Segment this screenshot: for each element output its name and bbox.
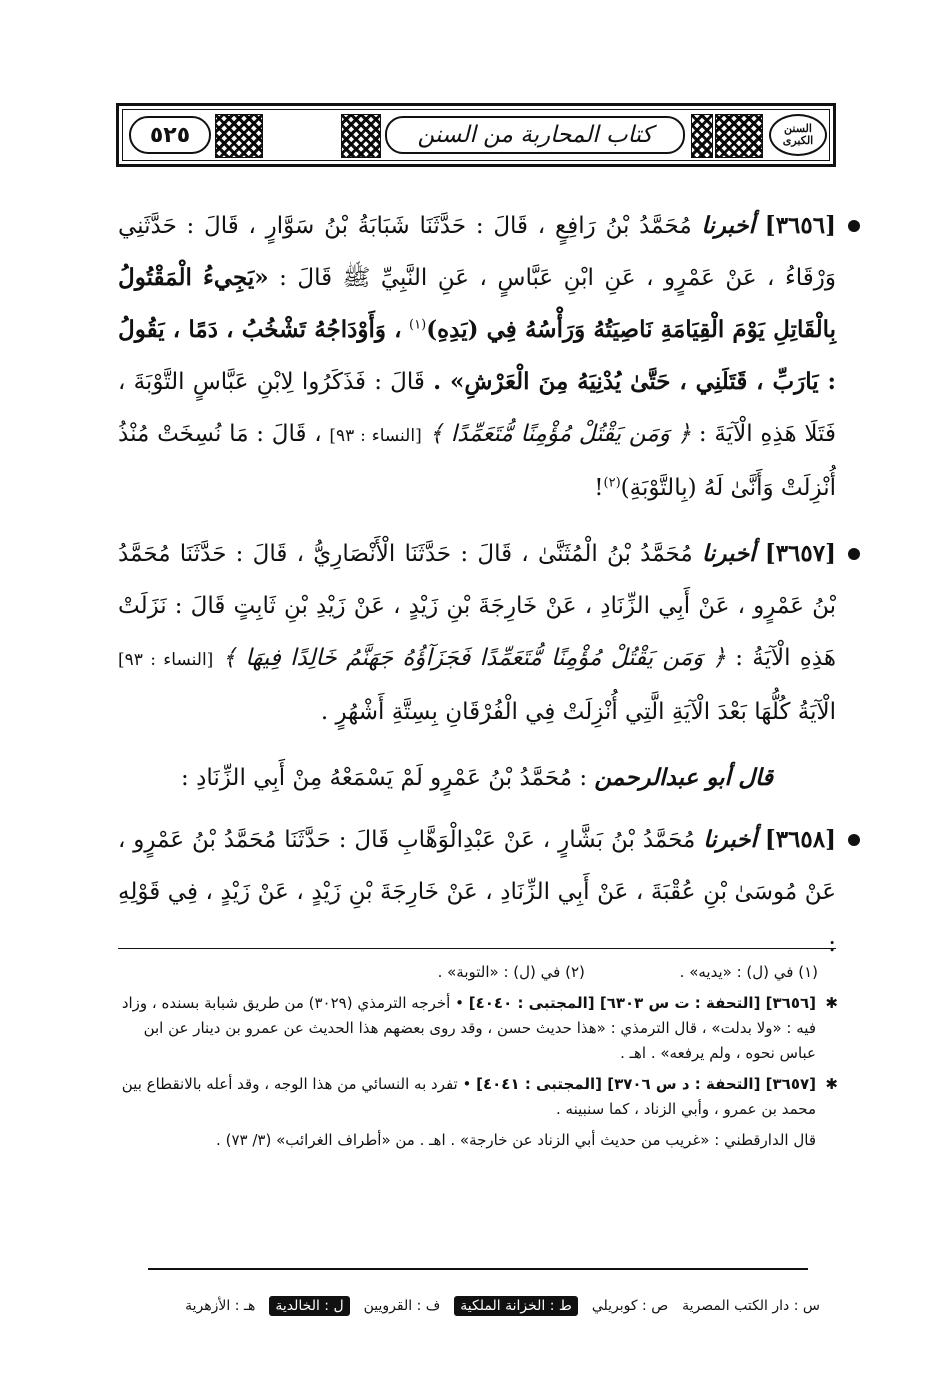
footnote-variants: [118, 960, 838, 985]
ornament-right-icon: [715, 114, 763, 158]
hadith-3658: [118, 814, 836, 970]
takhrij-3656: [118, 991, 838, 1066]
legend-item-s: س : دار الكتب المصرية: [682, 1298, 820, 1314]
takhrij-text: • تفرد به النسائي من هذا الوجه ، وقد أعله بالانقطاع بين محمد بن عمرو ، وأبي الزناد ، كما سنبينه .: [121, 1075, 816, 1118]
manuscript-legend: [140, 1296, 820, 1316]
matn-text: قَالَ : فَذَكَرُوا لِابْنِ عَبَّاسٍ التَّوْبَةَ ، فَتَلَا هَذِهِ الْآيَةَ :: [118, 369, 836, 447]
asterisk-icon: ✱: [825, 1075, 838, 1093]
legend-item-h: هـ : الأزهرية: [185, 1298, 256, 1314]
ornament-right-inner-icon: [691, 114, 713, 158]
page-number: ٥٢٥: [129, 116, 211, 154]
isnad-text: مُحَمَّدُ بْنُ الْمُثَنَّىٰ ، قَالَ : حَدَّثَنَا الْأَنْصَارِيُّ ، قَالَ : حَدَّثَنَا مُحَمَّدُ بْنُ عَمْرٍو ، عَنْ أَبِي الزِّنَادِ ، عَنْ خَارِجَةَ بْنِ زَيْدٍ ، عَنْ زَيْدِ بْنِ ثَابِتٍ قَالَ : نَزَلَتْ هَذِهِ الْآيَةُ :: [118, 541, 836, 671]
footnotes: [118, 960, 838, 1153]
akhbarana-label: أخبرنا: [701, 540, 756, 567]
author-note-text: : مُحَمَّدُ بْنُ عَمْرٍو لَمْ يَسْمَعْهُ مِنْ أَبِي الزِّنَادِ :: [181, 765, 588, 791]
legend-item-l: ل : الخالدية: [269, 1296, 349, 1316]
isnad-text: مُحَمَّدُ بْنُ بَشَّارٍ ، عَنْ عَبْدِالْوَهَّابِ قَالَ : حَدَّثَنَا مُحَمَّدُ بْنُ عَمْرٍو ، عَنْ مُوسَىٰ بْنِ عُقْبَةَ ، عَنْ أَبِي الزِّنَادِ ، عَنْ خَارِجَةَ بْنِ زَيْدٍ ، عَنْ زَيْدٍ ، فِي قَوْلِهِ :: [118, 827, 836, 957]
footnote-marker: (١): [409, 317, 427, 333]
takhrij-ref: [٣٦٥٧] [التحفة : د س ٣٧٠٦] [المجتبى : ٤٠٤١]: [476, 1075, 816, 1093]
matn-text: الْآيَةُ كُلُّهَا بَعْدَ الْآيَةِ الَّتِي أُنْزِلَتْ فِي الْفُرْقَانِ بِسِتَّةِ أَشْهُرٍ .: [320, 699, 836, 725]
book-title: كتاب المحاربة من السنن: [385, 116, 685, 154]
akhbarana-label: أخبرنا: [701, 212, 756, 239]
author-note: [118, 756, 836, 800]
hadith-3657: [118, 528, 836, 738]
ornament-left-icon: [215, 114, 263, 158]
legend-item-f: ف : القرويين: [363, 1298, 441, 1314]
akhbarana-label: أخبرنا: [703, 826, 757, 853]
hadith-number: [٣٦٥٧]: [764, 540, 837, 567]
verse-reference: [النساء : ٩٣]: [329, 426, 422, 446]
verse-reference: [النساء : ٩٣]: [118, 650, 214, 670]
takhrij-ref: [٣٦٥٦] [التحفة : ت س ٦٣٠٣] [المجتبى : ٤٠٤٠]: [468, 994, 816, 1012]
bullet-icon: [848, 548, 860, 560]
bullet-icon: [848, 220, 860, 232]
legend-divider: [148, 1268, 808, 1270]
main-text: [118, 200, 836, 970]
quran-verse: ﴿ وَمَن يَقْتُلْ مُؤْمِنًا مُّتَعَمِّدًا فَجَزَآؤُهُ جَهَنَّمُ خَالِدًا فِيهَا ﴾: [222, 645, 727, 671]
footnote-2: (٢) في (ل) : «التوبة» .: [437, 963, 585, 981]
isnad-text: مُحَمَّدُ بْنُ رَافِعٍ ، قَالَ : حَدَّثَنَا شَبَابَةُ بْنُ سَوَّارٍ ، قَالَ : حَدَّثَنِي وَرْقَاءُ ، عَنْ عَمْرٍو ، عَنِ ابْنِ عَبَّاسٍ ، عَنِ النَّبِيِّ ﷺ قَالَ :: [118, 213, 836, 291]
footnote-1: (١) في (ل) : «يديه» .: [679, 963, 818, 981]
daraqutni-note: قال الدارقطني : «غريب من حديث أبي الزناد عن خارجة» . اهـ . من «أطراف الغرائب» (٣/ ٧٣) .: [216, 1131, 816, 1149]
prophet-words: «يَجِيءُ الْمَقْتُولُ بِالْقَاتِلِ يَوْمَ الْقِيَامَةِ نَاصِيَتُهُ وَرَأْسُهُ فِي (يَدِهِ): [118, 264, 837, 343]
author-name: أبو عبدالرحمن: [594, 764, 731, 791]
quran-verse: ﴿ وَمَن يَقْتُلْ مُؤْمِنًا مُّتَعَمِّدًا ﴾: [429, 421, 692, 447]
author-qala: قال: [738, 764, 773, 791]
seal-logo: السنن الكبرى: [769, 114, 827, 156]
matn-text-cont: ، قَالَ : مَا نُسِخَتْ مُنْذُ أُنْزِلَتْ وَأَنَّىٰ لَهُ (بِالتَّوْبَةِ): [118, 421, 836, 501]
hadith-3656: [118, 200, 836, 514]
matn-end: !: [594, 475, 604, 501]
hadith-number: [٣٦٥٨]: [764, 826, 837, 853]
bullet-icon: [848, 834, 860, 846]
prophet-words-cont: ، وَأَوْدَاجُهُ تَشْخُبُ ، دَمًا ، يَقُولُ : يَارَبِّ ، قَتَلَنِي ، حَتَّىٰ يُدْنِيَهُ مِنَ الْعَرْشِ» .: [118, 316, 837, 395]
page-header: [116, 103, 836, 167]
footnote-divider: [118, 948, 836, 949]
legend-item-s2: ص : كوبريلي: [591, 1298, 669, 1314]
takhrij-3657: [118, 1072, 838, 1122]
legend-item-t: ط : الخزانة الملكية: [454, 1296, 578, 1316]
footnote-marker: (٢): [603, 475, 621, 491]
takhrij-text: • أخرجه الترمذي (٣٠٢٩) من طريق شبابة بسنده ، وزاد فيه : «ولا بدلت» ، قال الترمذي : «هذا حديث حسن ، وقد روى بعضهم هذا الحديث عن عمرو بن دينار عن ابن عباس نحوه ، ولم يرفعه» . اهـ .: [121, 994, 816, 1062]
asterisk-icon: ✱: [825, 994, 838, 1012]
ornament-left-inner-icon: [341, 114, 381, 158]
hadith-number: [٣٦٥٦]: [764, 212, 836, 239]
